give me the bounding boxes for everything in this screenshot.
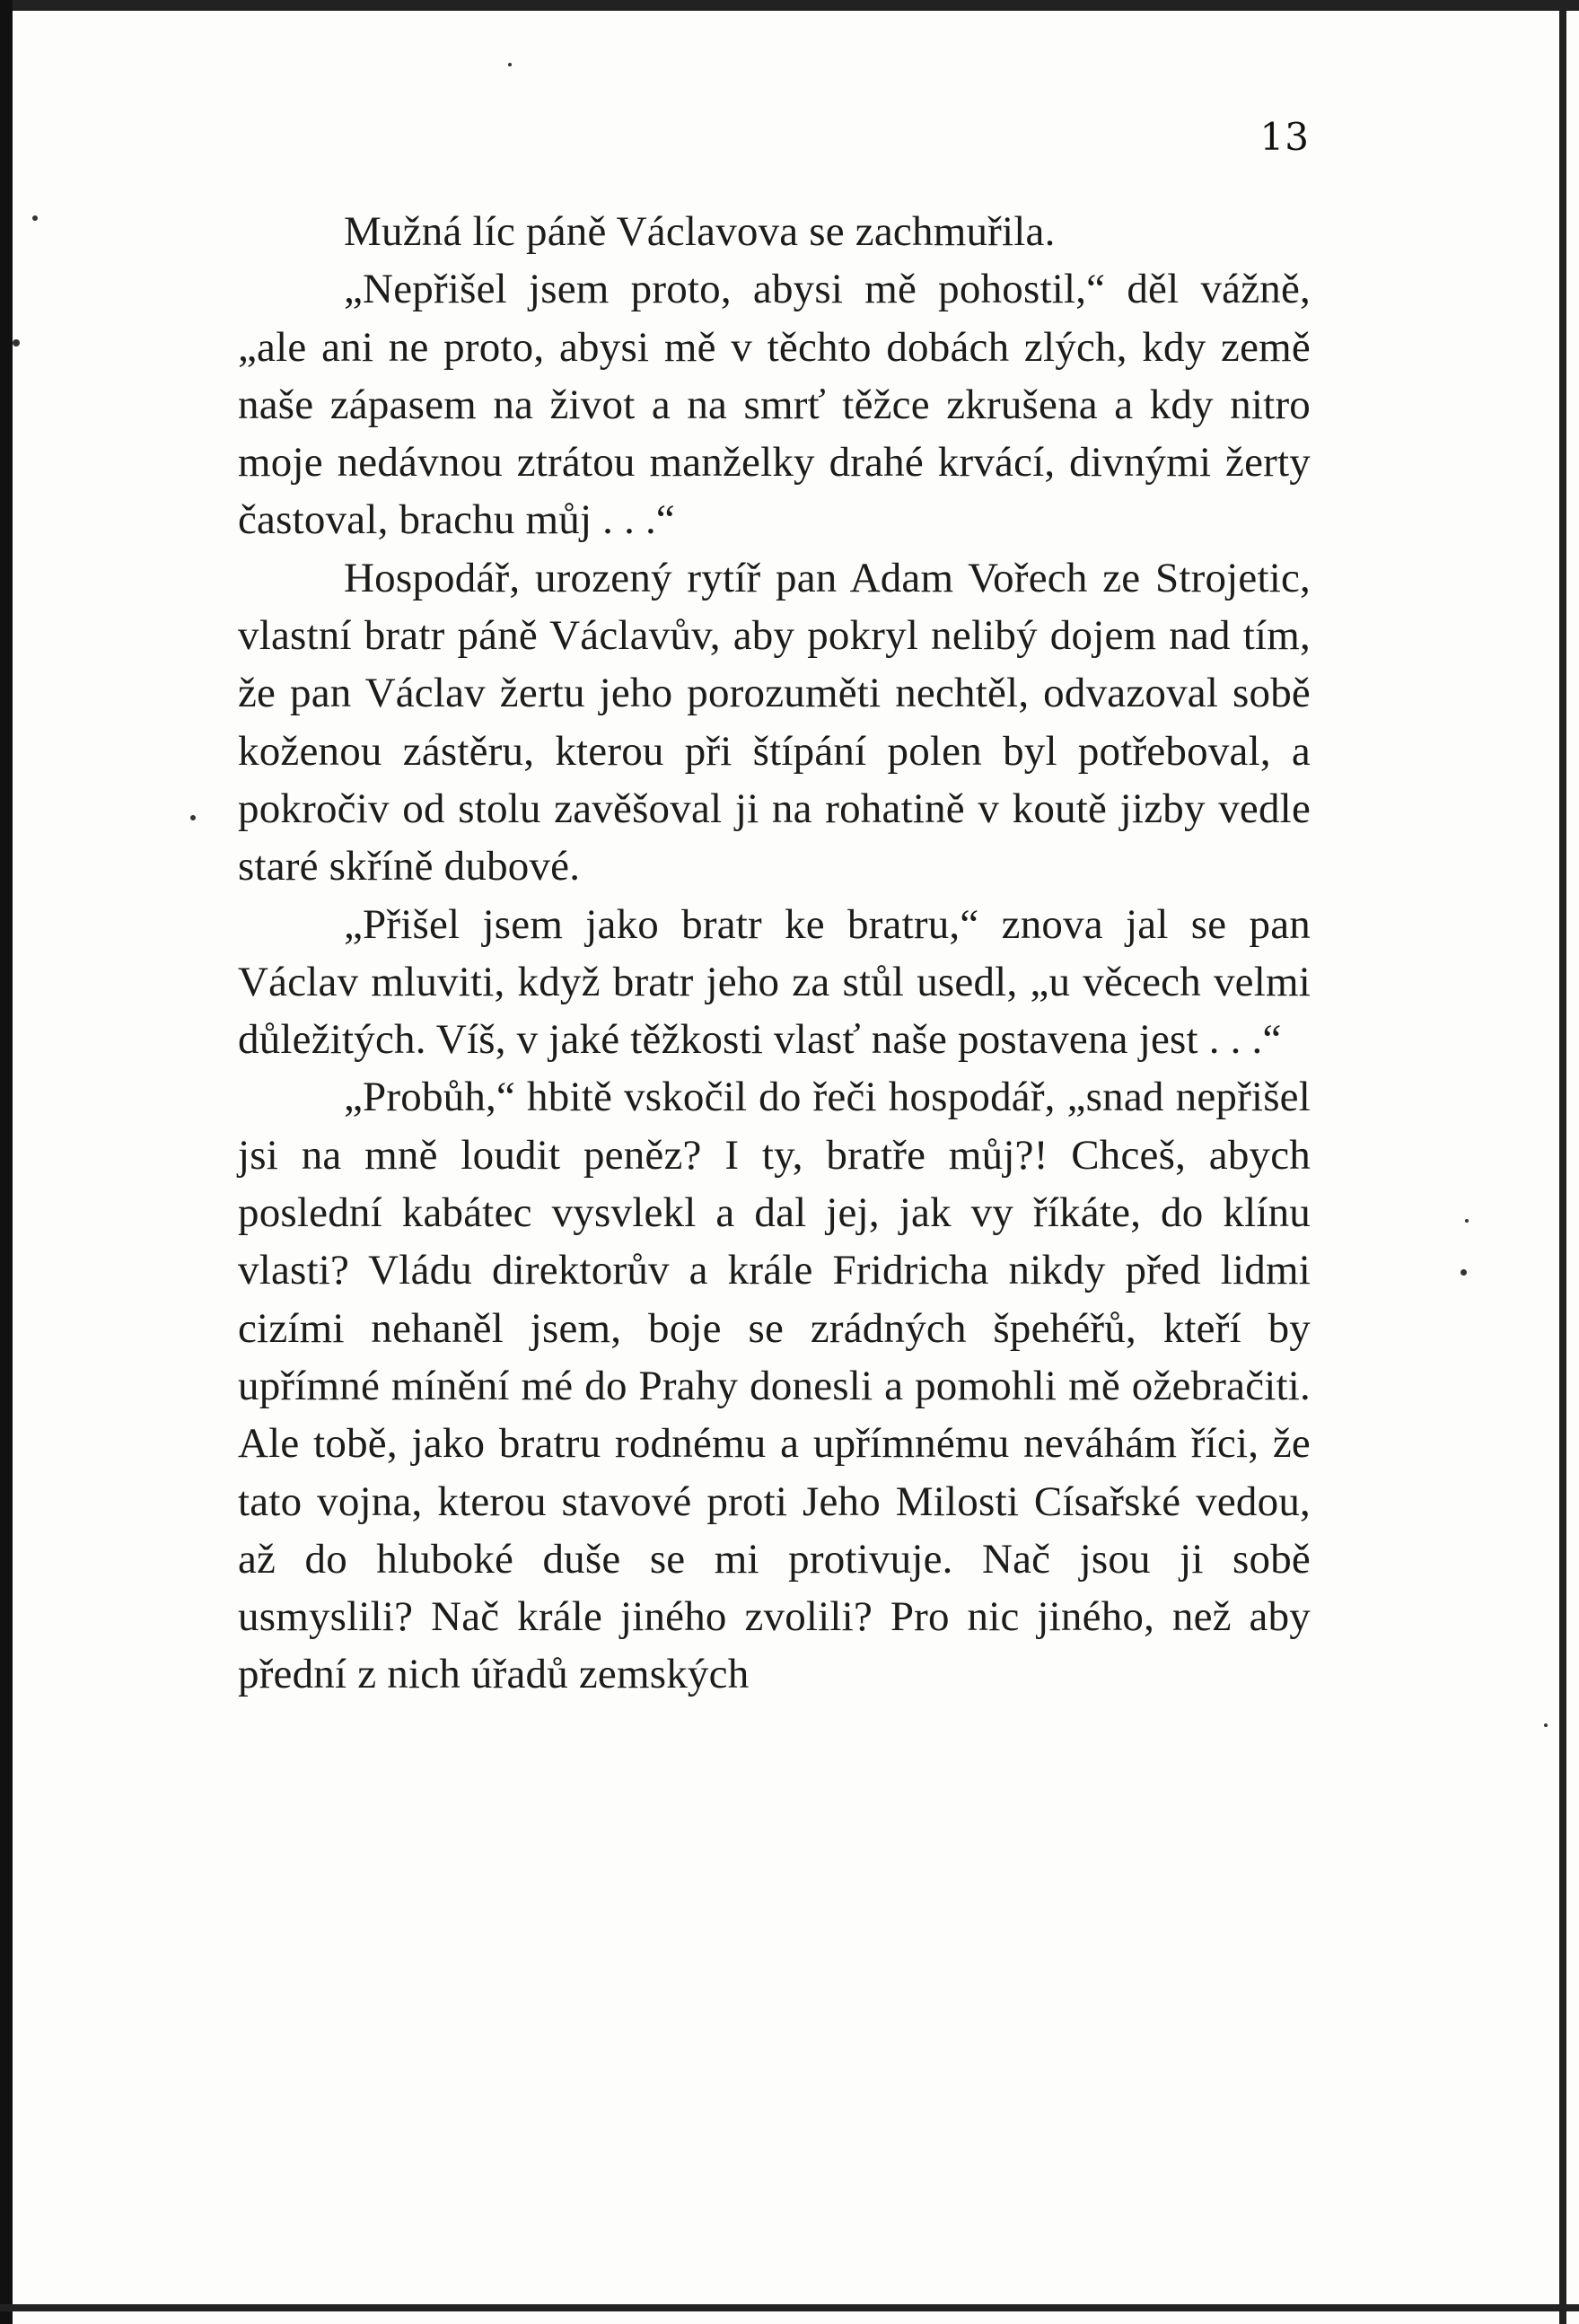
paragraph: Hospodář, urozený rytíř pan Adam Vořech ze Strojetic, vlastní bratr páně Václavův, aby pokryl nelibý dojem nad tím, že pan Václav žertu jeho porozuměti nechtěl, odvazoval sobě koženou zástěru, kterou při štípání polen byl potřeboval, a pokročiv od stolu zavěšoval ji na rohatině v koutě jizby vedle staré skříně dubové. [238, 554, 1311, 890]
scan-speck [1544, 1723, 1548, 1727]
paragraph: Mužná líc páně Václavova se zachmuřila. [344, 208, 1056, 255]
scan-speck [508, 63, 512, 66]
body-text [238, 203, 1311, 1704]
scan-border-top [0, 0, 1579, 11]
scan-border-right [1559, 0, 1566, 2324]
scan-speck [13, 339, 20, 346]
scan-speck [1461, 1269, 1467, 1276]
paragraph: „Nepřišel jsem proto, abysi mě pohostil,“ děl vážně, „ale ani ne proto, abysi mě v těchto dobách zlých, kdy země naše zápasem na život a na smrť těžce zkrušena a kdy nitro moje nedávnou ztrátou manželky drahé krvácí, divnými žerty častoval, brachu můj . . .“ [238, 266, 1311, 544]
paragraph: „Přišel jsem jako bratr ke bratru,“ znova jal se pan Václav mluviti, když bratr jeho za stůl usedl, „u věcech velmi důležitých. Víš, v jaké těžkosti vlasť naše postavena jest . . .“ [238, 900, 1311, 1064]
scan-speck [190, 815, 196, 820]
scan-speck [1465, 1219, 1469, 1223]
page-number: 13 [1259, 115, 1310, 159]
scan-speck [32, 215, 38, 221]
scan-border-left [0, 0, 13, 2324]
scan-border-bottom [0, 2304, 1579, 2311]
paragraph: „Probůh,“ hbitě vskočil do řeči hospodář, „snad nepřišel jsi na mně loudit peněz? I ty, bratře můj?! Chceš, abych poslední kabátec vysvlekl a dal jej, jak vy říkáte, do klínu vlasti? Vládu direktorův a krále Fridricha nikdy před lidmi cizími nehaněl jsem, boje se zrádných špehéřů, kteří by upřímné mínění mé do Prahy donesli a pomohli mě ožebračiti. Ale tobě, jako bratru rodnému a upřímnému neváhám říci, že tato vojna, kterou stavové proti Jeho Milosti Císařské vedou, až do hluboké duše se mi protivuje. Nač jsou ji sobě usmyslili? Nač krále jiného zvolili? Pro nic jiného, než aby přední z nich úřadů zemských [238, 1074, 1311, 1698]
